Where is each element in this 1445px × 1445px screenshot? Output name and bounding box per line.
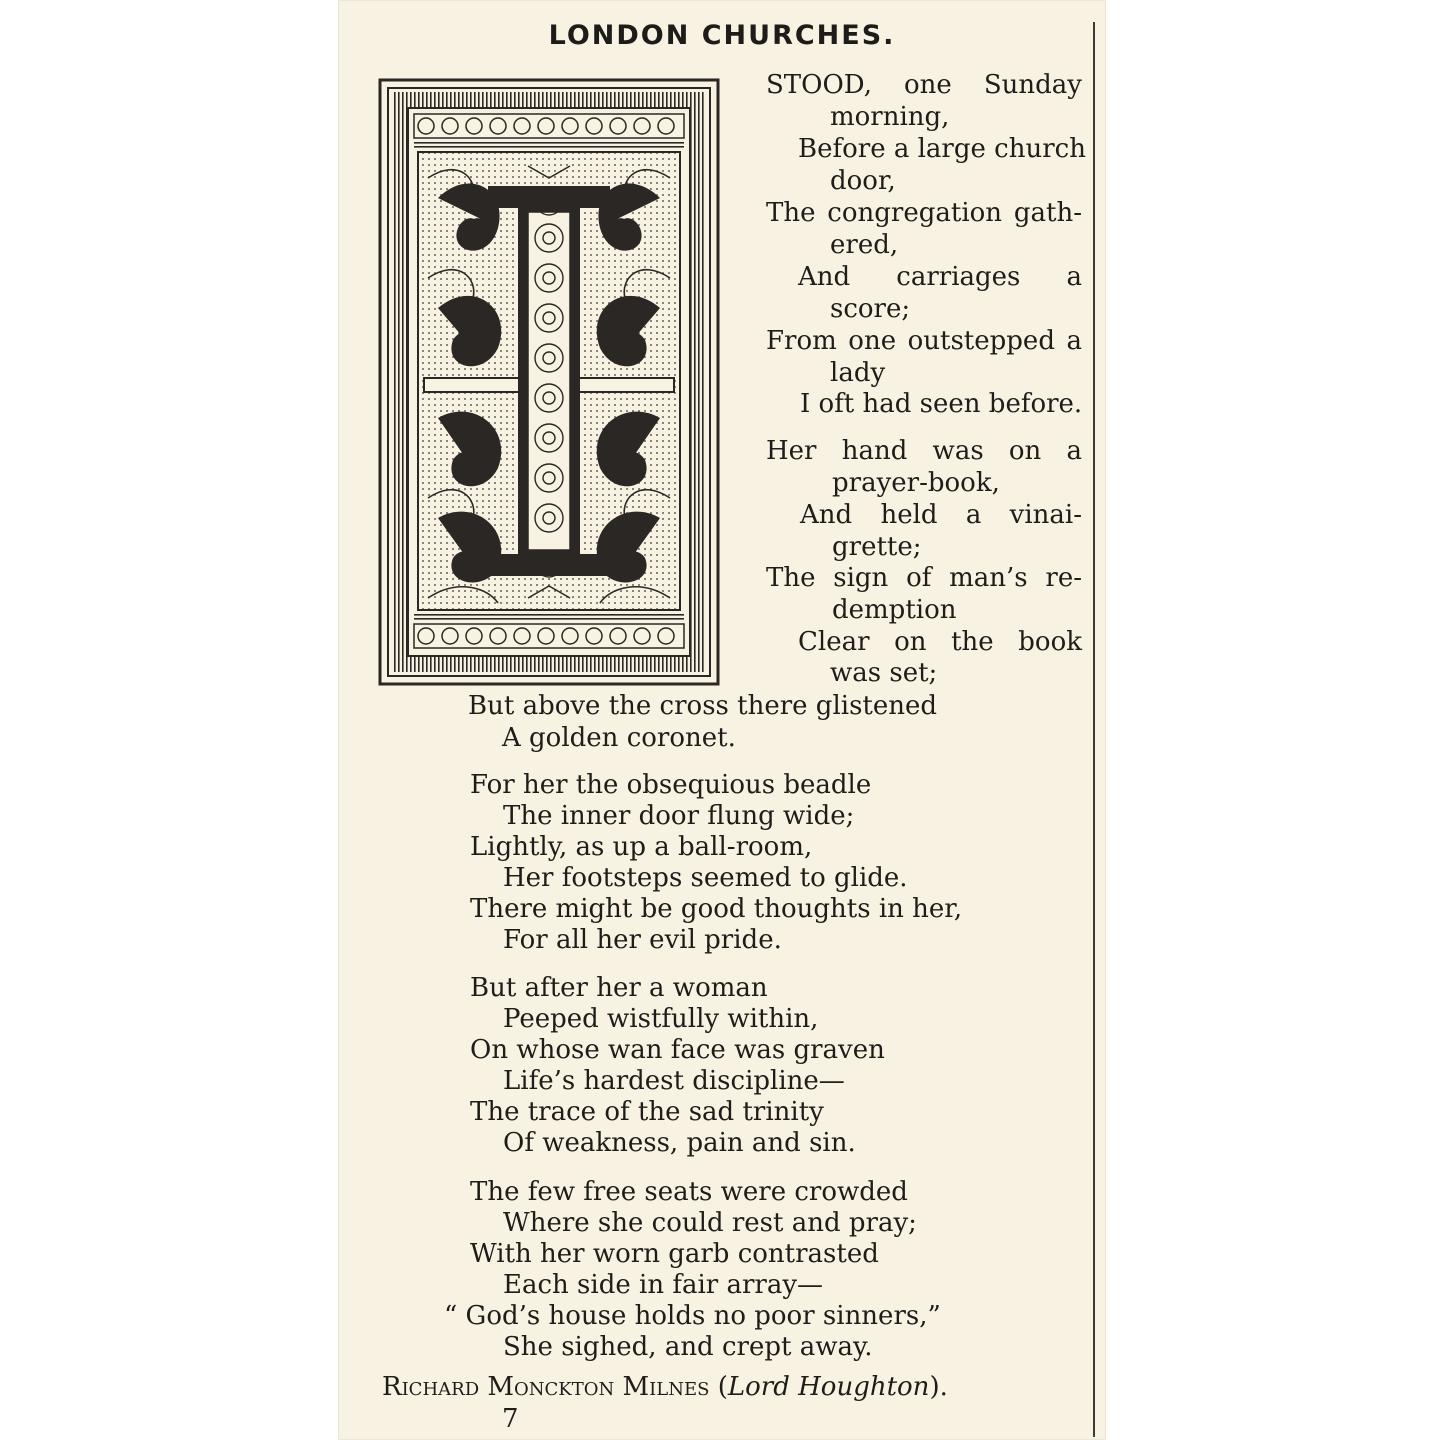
author-attribution (382, 1372, 948, 1402)
poem-line: She sighed, and crept away. (503, 1332, 873, 1362)
poem-line: lady (830, 358, 886, 388)
poem-line: morning, (830, 102, 950, 132)
poem-line: Her hand was on a (766, 436, 1082, 466)
poem-line: STOOD, one Sunday (766, 70, 1082, 100)
ornamental-initial-I (378, 78, 720, 686)
poem-line: demption (832, 595, 957, 625)
poem-line: ered, (830, 230, 899, 260)
poem-line: door, (830, 166, 896, 196)
poem-line: score; (830, 294, 911, 324)
page-edge-rule (1093, 22, 1095, 1437)
poem-line: was set; (830, 658, 938, 688)
poem-line: Of weakness, pain and sin. (503, 1128, 856, 1158)
poem-line: And carriages a (798, 262, 1082, 292)
poem-line: Before a large church (798, 134, 1086, 164)
poem-line: Life’s hardest discipline— (503, 1066, 845, 1096)
poem-line: For all her evil pride. (503, 925, 782, 955)
poem-line: Her footsteps seemed to glide. (503, 863, 908, 893)
poem-line: For her the obsequious beadle (470, 770, 872, 800)
poem-line: I oft had seen before. (800, 389, 1083, 419)
poem-line: “ God’s house holds no poor sinners,” (444, 1301, 941, 1331)
poem-line: The trace of the sad trinity (470, 1097, 824, 1127)
poem-line: A golden coronet. (502, 723, 736, 753)
poem-line: And held a vinai- (800, 500, 1082, 530)
poem-line: On whose wan face was graven (470, 1035, 885, 1065)
poem-line: Peeped wistfully within, (503, 1004, 819, 1034)
poem-line: But after her a woman (470, 973, 768, 1003)
poem-line: The inner door flung wide; (503, 801, 855, 831)
poem-title: LONDON CHURCHES. (548, 20, 896, 51)
author-title: Lord Houghton (727, 1372, 930, 1402)
page-number: 7 (502, 1404, 519, 1434)
author-name: Richard Monckton Milnes (382, 1372, 710, 1402)
poem-line: Where she could rest and pray; (503, 1208, 917, 1238)
poem-line: The congregation gath- (766, 198, 1082, 228)
poem-line: There might be good thoughts in her, (470, 894, 963, 924)
poem-line: prayer-book, (832, 468, 1000, 498)
poem-line: With her worn garb contrasted (470, 1239, 879, 1269)
poem-line: Clear on the book (798, 627, 1082, 657)
author-paren-close: ). (929, 1372, 948, 1402)
poem-line: Lightly, as up a ball-room, (470, 832, 813, 862)
poem-line: grette; (832, 532, 922, 562)
poem-line: The few free seats were crowded (470, 1177, 908, 1207)
author-paren-open: ( (709, 1372, 728, 1402)
poem-line: The sign of man’s re- (766, 563, 1082, 593)
poem-line: From one outstepped a (766, 326, 1082, 356)
poem-line: But above the cross there glistened (468, 691, 938, 721)
poem-line: Each side in fair array— (503, 1270, 824, 1300)
